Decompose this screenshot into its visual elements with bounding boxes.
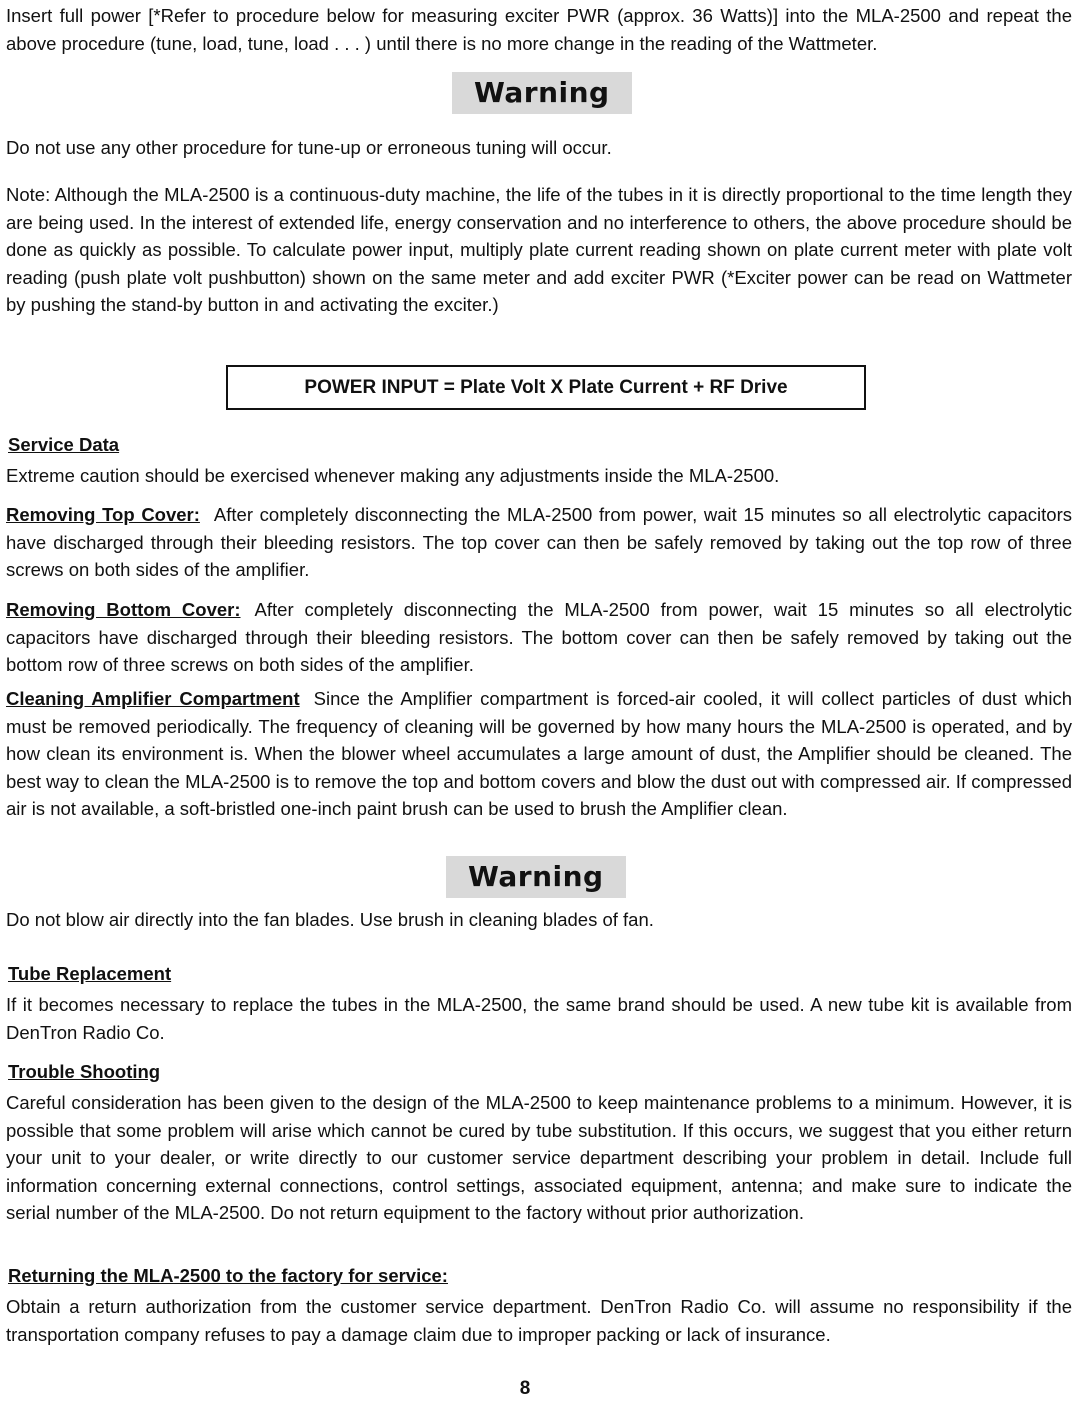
service-data-text: Extreme caution should be exercised whenever making any adjustments inside the MLA-2500. [6,465,780,486]
power-input-formula-box [226,365,866,410]
returning-heading: Returning the MLA-2500 to the factory for service: [8,1265,448,1286]
warning-label: Warning [452,72,632,114]
warning-label-2: Warning [446,856,626,898]
cleaning-text: Since the Amplifier compartment is forced-air cooled, it will collect particles of dust which must be removed periodically. The frequency of cleaning will be governed by how many hours the MLA-2500 is operated, and by how clean its environment is. When the blower wheel accumulates a large amount of dust, the Amplifier should be cleaned. The best way to clean the MLA-2500 is to remove the top and bottom covers and blow the dust out with compressed air. If compressed air is not available, a soft-bristled one-inch paint brush can be used to brush the Amplifier clean. [6,688,1072,819]
warning-text: Do not use any other procedure for tune-up or erroneous tuning will occur. [6,137,612,158]
returning-text: Obtain a return authorization from the customer service department. DenTron Radio Co. will assume no responsibility if the transportation company refuses to pay a damage claim due to improper packing or lack of insurance. [6,1296,1072,1345]
top-cover-paragraph [6,501,1072,584]
top-cover-heading: Removing Top Cover: [6,504,200,525]
trouble-shooting-heading: Trouble Shooting [8,1061,161,1082]
tube-replacement-heading: Tube Replacement [8,963,172,984]
note-paragraph: Note: Although the MLA-2500 is a continuous-duty machine, the life of the tubes in it is directly proportional to the time length they are being used. In the interest of extended life, energy conservation and no interference to others, the above procedure should be done as quickly as possible. To calculate power input, multiply plate current reading shown on plate current meter with plate volt reading (push plate volt pushbutton) shown on the same meter and add exciter PWR (*Exciter power can be read on Wattmeter by pushing the stand-by button in and activating the exciter.) [6,184,1072,315]
warning-text-2: Do not blow air directly into the fan blades. Use brush in cleaning blades of fan. [6,909,654,930]
bottom-cover-paragraph [6,596,1072,679]
intro-paragraph: Insert full power [*Refer to procedure below for measuring exciter PWR (approx. 36 Watts)] into the MLA-2500 and repeat the above procedure (tune, load, tune, load . . . ) until there is no more change in the reading of the Wattmeter. [6,5,1072,54]
page-number: 8 [519,1378,531,1399]
top-cover-text: After completely disconnecting the MLA-2500 from power, wait 15 minutes so all electrolytic capacitors have discharged through their bleeding resistors. The top cover can then be safely removed by taking out the top row of three screws on both sides of the amplifier. [6,504,1072,580]
power-input-formula: POWER INPUT = Plate Volt X Plate Current + RF Drive [304,376,788,398]
service-data-heading: Service Data [8,434,120,455]
bottom-cover-text: After completely disconnecting the MLA-2500 from power, wait 15 minutes so all electrolytic capacitors have discharged through their bleeding resistors. The bottom cover can then be safely removed by taking out the bottom row of three screws on both sides of the amplifier. [6,599,1072,675]
tube-replacement-text: If it becomes necessary to replace the tubes in the MLA-2500, the same brand should be used. A new tube kit is available from DenTron Radio Co. [6,994,1072,1043]
cleaning-heading: Cleaning Amplifier Compartment [6,688,300,709]
trouble-shooting-text: Careful consideration has been given to the design of the MLA-2500 to keep maintenance problems to a minimum. However, it is possible that some problem will arise which cannot be cured by tube substitution. If this occurs, we suggest that you either return your unit to your dealer, or write directly to our customer service department describing your problem in detail. Include full information concerning external connections, control settings, associated equipment, antenna; and make sure to indicate the serial number of the MLA-2500. Do not return equipment to the factory without prior authorization. [6,1092,1072,1223]
bottom-cover-heading: Removing Bottom Cover: [6,599,241,620]
cleaning-paragraph [6,685,1072,823]
